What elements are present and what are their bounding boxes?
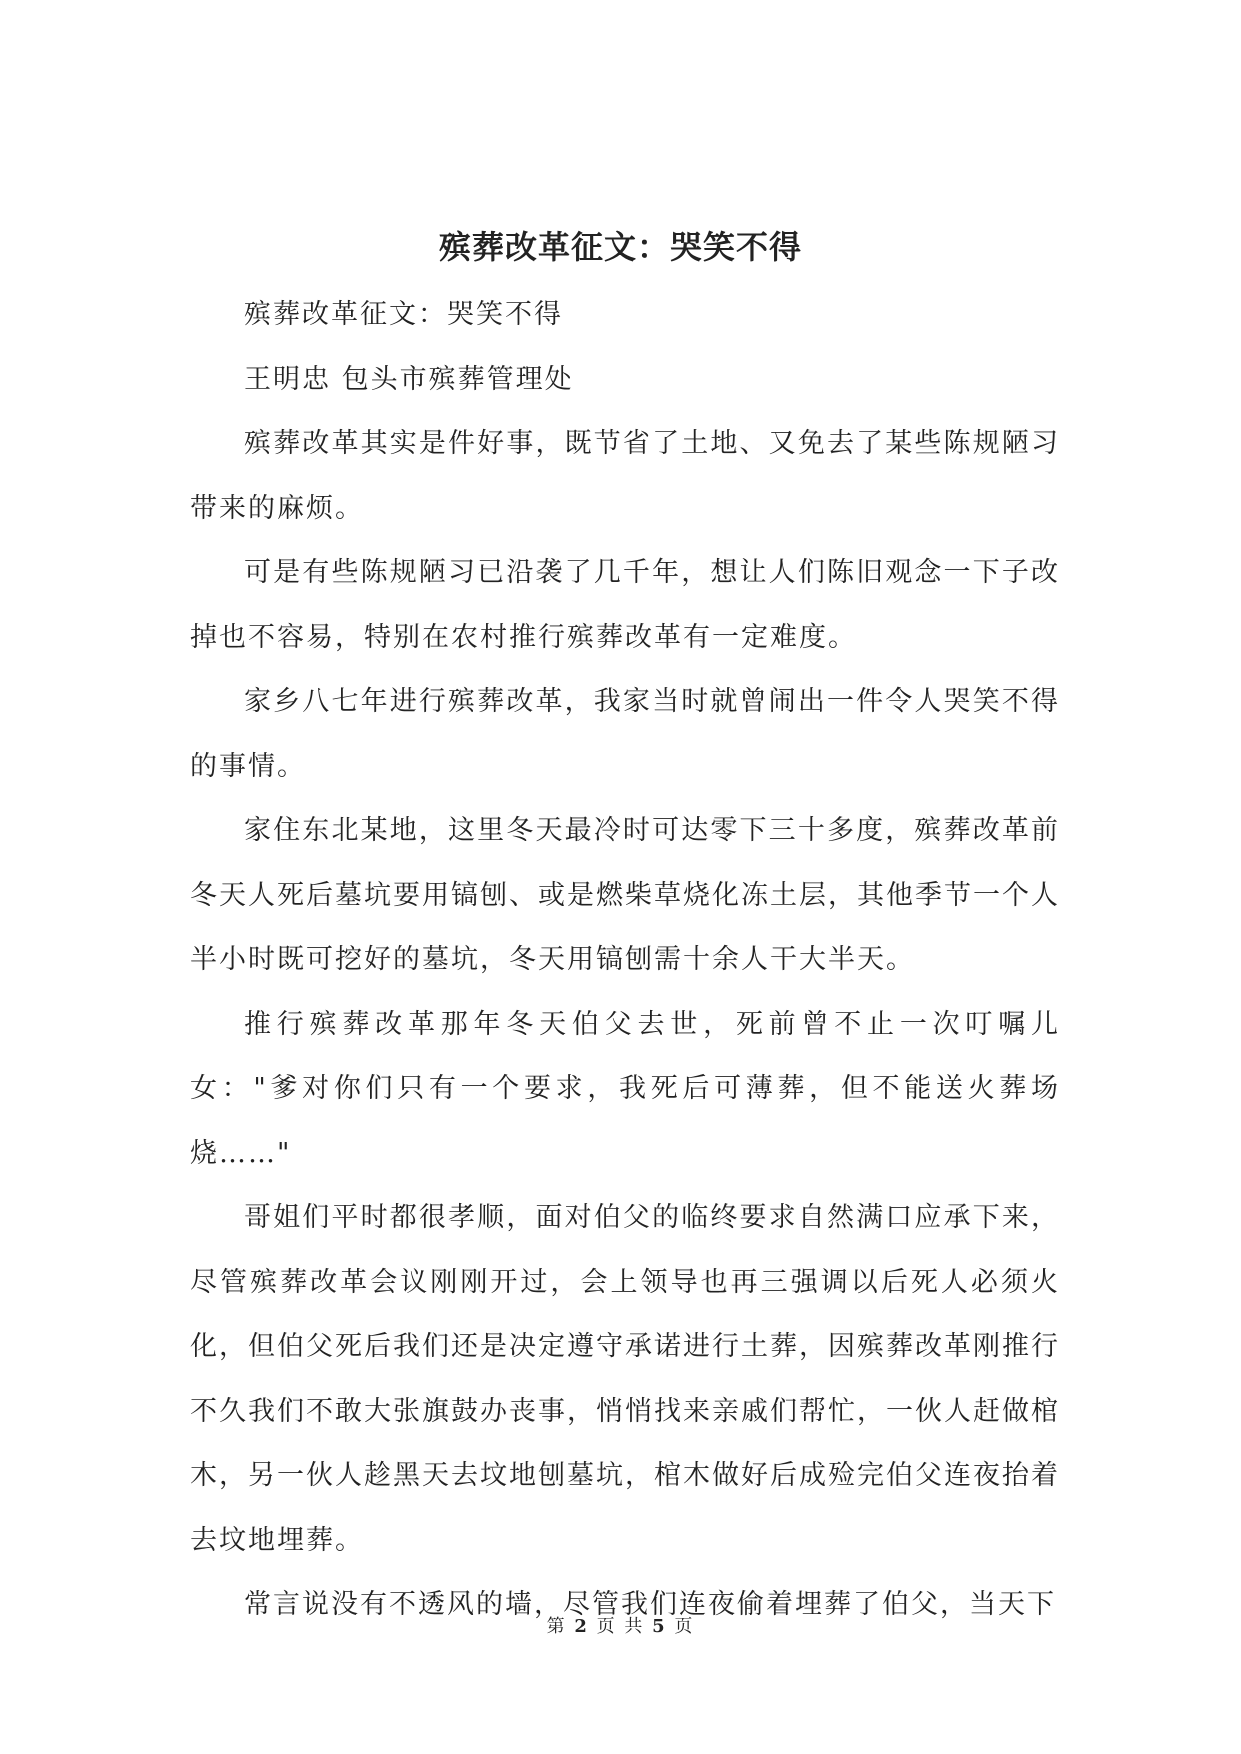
document-title: 殡葬改革征文：哭笑不得 bbox=[438, 228, 802, 266]
footer-suffix: 页 bbox=[674, 1616, 695, 1637]
paragraph: 可是有些陈规陋习已沿袭了几千年，想让人们陈旧观念一下子改掉也不容易，特别在农村推行殡葬改革有一定难度。 bbox=[190, 557, 1060, 653]
paragraph: 哥姐们平时都很孝顺，面对伯父的临终要求自然满口应承下来，尽管殡葬改革会议刚刚开过，会上领导也再三强调以后死人必须火化，但伯父死后我们还是决定遵守承诺进行土葬，因殡葬改革刚推行不久我们不敢大张旗鼓办丧事，悄悄找来亲戚们帮忙，一伙人赶做棺木，另一伙人趁黑天去坟地刨墓坑，棺木做好后成殓完伯父连夜抬着去坟地埋葬。 bbox=[190, 1202, 1060, 1556]
document-body bbox=[190, 283, 1060, 1638]
footer-prefix: 第 bbox=[546, 1616, 567, 1637]
paragraph: 殡葬改革其实是件好事，既节省了土地、又免去了某些陈规陋习带来的麻烦。 bbox=[190, 428, 1060, 524]
page-footer bbox=[0, 1612, 1241, 1638]
paragraph: 家住东北某地，这里冬天最冷时可达零下三十多度，殡葬改革前冬天人死后墓坑要用镐刨、或是燃柴草烧化冻土层，其他季节一个人半小时既可挖好的墓坑，冬天用镐刨需十余人干大半天。 bbox=[190, 815, 1060, 975]
paragraph: 推行殡葬改革那年冬天伯父去世，死前曾不止一次叮嘱儿女："爹对你们只有一个要求，我死后可薄葬，但不能送火葬场烧……" bbox=[190, 1008, 1060, 1169]
paragraph: 家乡八七年进行殡葬改革，我家当时就曾闹出一件令人哭笑不得的事情。 bbox=[190, 686, 1060, 782]
paragraph-author: 王明忠 包头市殡葬管理处 bbox=[244, 363, 574, 395]
footer-middle: 页 共 bbox=[596, 1616, 645, 1637]
paragraph: 常言说没有不透风的墙，尽管我们连夜偷着埋葬了伯父，当天下 bbox=[244, 1589, 1056, 1620]
current-page-number: 2 bbox=[574, 1616, 589, 1637]
paragraph-subtitle: 殡葬改革征文：哭笑不得 bbox=[244, 299, 563, 330]
total-pages-number: 5 bbox=[652, 1616, 667, 1637]
